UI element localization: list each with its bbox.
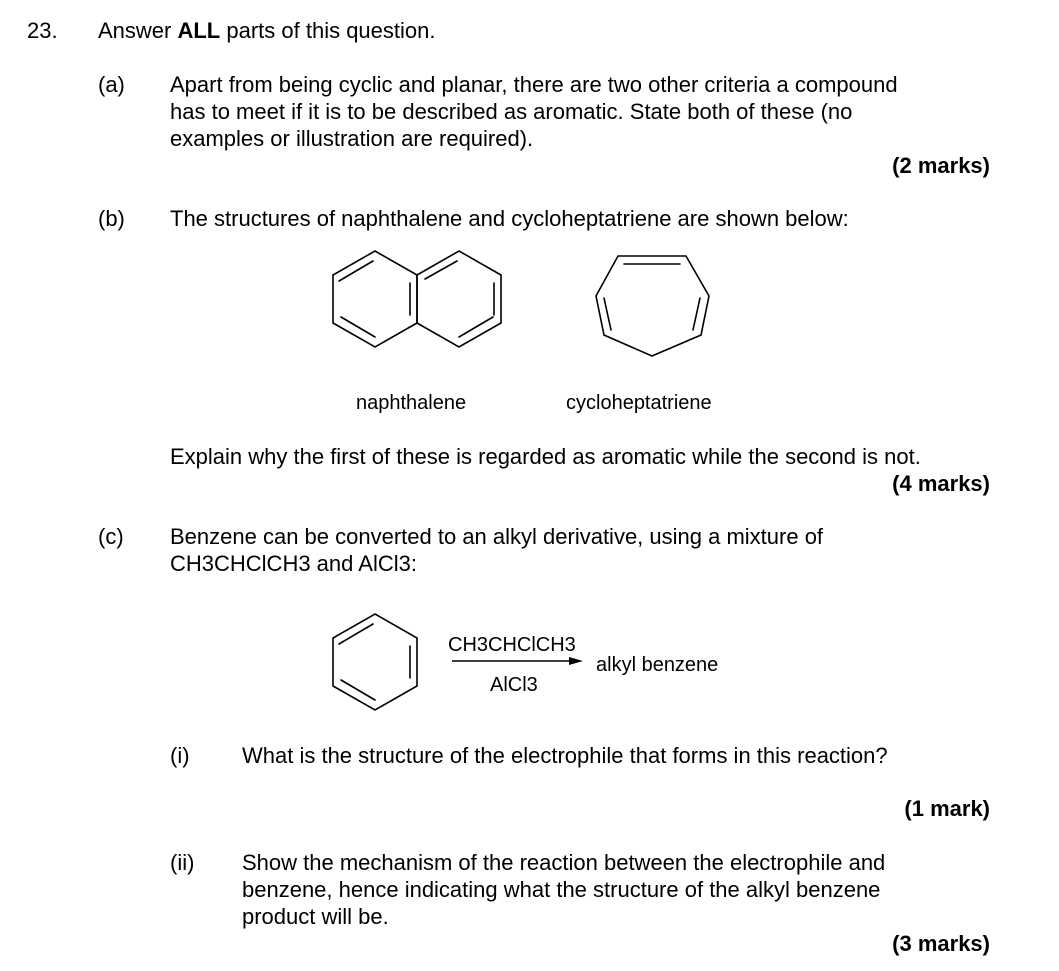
part-b-intro: The structures of naphthalene and cycloheptatriene are shown below:: [170, 206, 849, 231]
part-b-question: Explain why the first of these is regarded as aromatic while the second is not.: [170, 444, 921, 469]
part-c-ii-label: (ii): [170, 850, 195, 875]
part-c-i-label: (i): [170, 743, 190, 768]
part-c-ii-line-1: Show the mechanism of the reaction between the electrophile and: [242, 850, 886, 875]
part-c-label: (c): [98, 524, 124, 549]
part-a-label: (a): [98, 72, 125, 97]
part-c-ii-line-2: benzene, hence indicating what the structure of the alkyl benzene: [242, 877, 881, 902]
part-c-line-2: CH3CHClCH3 and AlCl3:: [170, 551, 417, 576]
part-c-i-text: What is the structure of the electrophile that forms in this reaction?: [242, 743, 888, 768]
reagent-below: AlCl3: [490, 674, 538, 696]
part-a-marks: (2 marks): [892, 153, 990, 178]
part-a-line-3: examples or illustration are required).: [170, 126, 534, 151]
part-b-marks: (4 marks): [892, 471, 990, 496]
part-a-line-1: Apart from being cyclic and planar, there are two other criteria a compound: [170, 72, 898, 97]
part-c-i-marks: (1 mark): [904, 796, 990, 821]
naphthalene-label: naphthalene: [356, 392, 467, 414]
part-c-ii-marks: (3 marks): [892, 931, 990, 956]
instruction-emphasis: ALL: [177, 18, 221, 43]
part-c-line-1: Benzene can be converted to an alkyl derivative, using a mixture of: [170, 524, 824, 549]
question-number: 23.: [27, 18, 58, 43]
part-b-label: (b): [98, 206, 125, 231]
instruction-pre: Answer: [98, 18, 178, 43]
instruction-post: parts of this question.: [220, 18, 436, 43]
product-label: alkyl benzene: [596, 654, 719, 676]
cycloheptatriene-label: cycloheptatriene: [566, 392, 712, 414]
part-c-ii-line-3: product will be.: [242, 904, 389, 929]
reagent-above: CH3CHClCH3: [448, 634, 576, 656]
part-a-line-2: has to meet if it is to be described as aromatic. State both of these (no: [170, 99, 853, 124]
